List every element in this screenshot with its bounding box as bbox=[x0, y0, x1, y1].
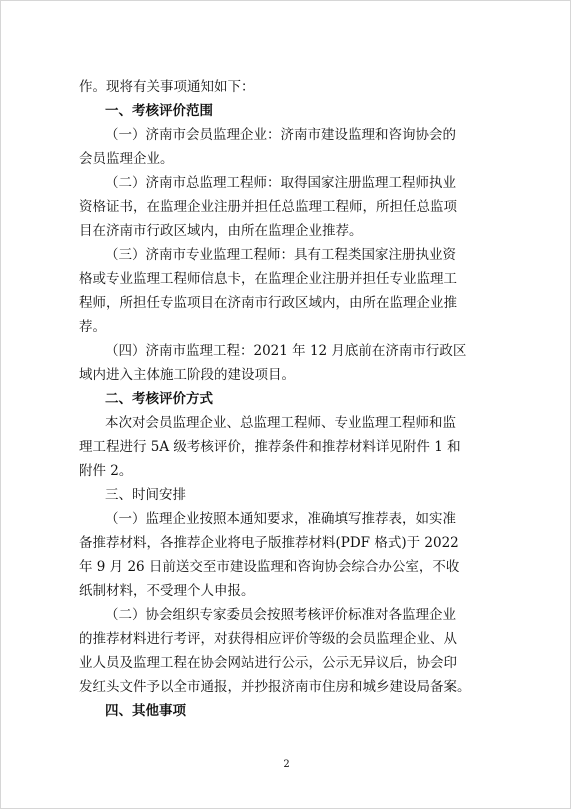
text-line: 纸制材料，不受理个人申报。 bbox=[79, 583, 255, 599]
text-line: （四）济南市监理工程：2021 年 12 月底前在济南市行政区 bbox=[105, 343, 467, 359]
section-heading-1: 一、考核评价范围 bbox=[105, 103, 213, 119]
text-line: 资格证书，在监理企业注册并担任总监理工程师，所担任总监项 bbox=[79, 199, 457, 215]
text-line: 作。现将有关事项通知如下： bbox=[79, 79, 255, 95]
text-line: 域内进入主体施工阶段的建设项目。 bbox=[79, 367, 295, 383]
text-line: 理工程进行 5A 级考核评价，推荐条件和推荐材料详见附件 1 和 bbox=[79, 439, 461, 455]
text-line: 格或专业监理工程师信息卡，在监理企业注册并担任专业监理工 bbox=[79, 271, 457, 287]
text-line: 目在济南市行政区域内，由所在监理企业推荐。 bbox=[79, 223, 363, 239]
text-line: 本次对会员监理企业、总监理工程师、专业监理工程师和监 bbox=[105, 415, 456, 431]
text-line: 年 9 月 26 日前送交至市建设监理和咨询协会综合办公室，不收 bbox=[79, 559, 460, 575]
text-line: 的推荐材料进行考评，对获得相应评价等级的会员监理企业、从 bbox=[79, 631, 457, 647]
section-heading-3: 三、时间安排 bbox=[105, 487, 186, 503]
text-line: 发红头文件予以全市通报，并抄报济南市住房和城乡建设局备案。 bbox=[79, 679, 471, 695]
text-line: 备推荐材料，各推荐企业将电子版推荐材料(PDF 格式)于 2022 bbox=[79, 535, 459, 551]
section-heading-4: 四、其他事项 bbox=[105, 703, 186, 719]
text-line: 业人员及监理工程在协会网站进行公示，公示无异议后，协会印 bbox=[79, 655, 457, 671]
text-line: 荐。 bbox=[79, 319, 106, 335]
text-line: 程师，所担任专监项目在济南市行政区域内，由所在监理企业推 bbox=[79, 295, 457, 311]
section-heading-2: 二、考核评价方式 bbox=[105, 391, 213, 407]
text-line: （二）协会组织专家委员会按照考核评价标准对各监理企业 bbox=[105, 607, 456, 623]
text-line: 附件 2。 bbox=[79, 463, 133, 479]
text-line: （一）监理企业按照本通知要求，准确填写推荐表，如实准 bbox=[105, 511, 456, 527]
text-line: 会员监理企业。 bbox=[79, 151, 174, 167]
text-line: （二）济南市总监理工程师：取得国家注册监理工程师执业 bbox=[105, 175, 456, 191]
text-line: （一）济南市会员监理企业：济南市建设监理和咨询协会的 bbox=[105, 127, 456, 143]
page-number: 2 bbox=[283, 759, 290, 770]
text-line: （三）济南市专业监理工程师：具有工程类国家注册执业资 bbox=[105, 247, 456, 263]
